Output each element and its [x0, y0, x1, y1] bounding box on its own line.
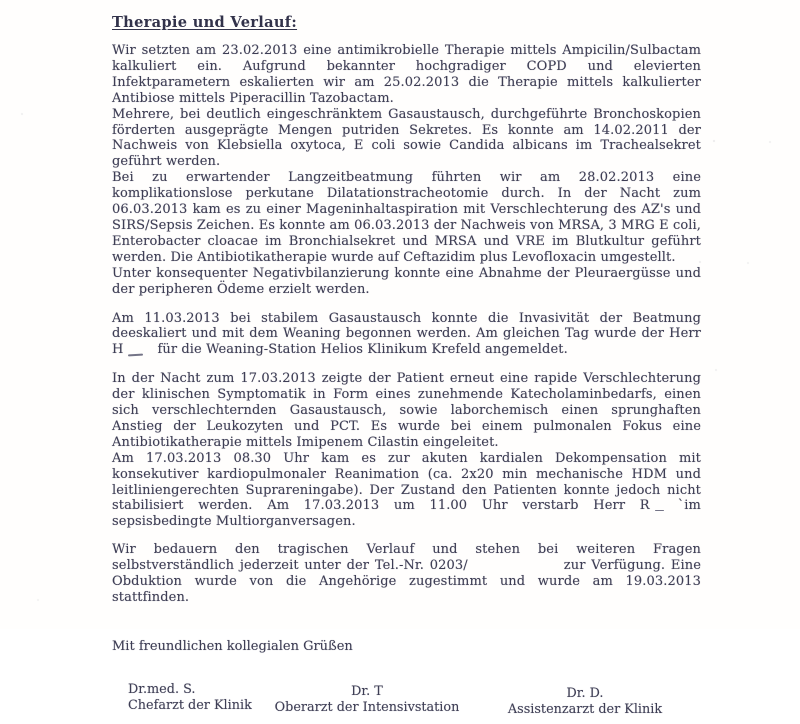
paragraph-deterioration: In der Nacht zum 17.03.2013 zeigte der Patient erneut eine rapide Verschlechterung der klinischen Symptomatik in Form eines zunehmende Katecholaminbedarfs, einen sich verschlechternden Gasaustausch, sowie laborchemisch einen sprunghaften Anstieg der Leukozyten und PCT. Es wurde bei einem pulmonalen Fokus eine Antibiotikatherapie mittels Imipenem Cilastin eingeleitet.	[112, 371, 701, 450]
paragraph-bronchoscopy: Mehrere, bei deutlich eingeschränktem Gasaustausch, durchgeführte Bronchoskopien förderten ausgeprägte Mengen putriden Sekretes. Es konnte am 14.02.2011 der Nachweis von Klebsiella oxytoca, E coli sowie Candida albicans im Trachealsekret geführt werden.	[112, 106, 701, 170]
signer-name: Dr. T	[351, 683, 383, 699]
paragraph-initial-therapy: Wir setzten am 23.02.2013 eine antimikrobielle Therapie mittels Ampicilin/Sulbactam kalkuliert ein. Aufgrund bekannter hochgradiger COPD und elevierten Infektparametern eskalierten wir am 25.02.2013 die Therapie mittels kalkulierter Antibiose mittels Piperacillin Tazobactam.	[112, 43, 701, 106]
paragraph-block-condolence	[112, 542, 701, 606]
closing-salutation: Mit freundlichen kollegialen Grüßen	[112, 638, 353, 654]
paragraph-block-deterioration	[112, 371, 701, 530]
paragraph-tracheotomy: Bei zu erwartender Langzeitbeatmung führten wir am 28.02.2013 eine komplikationslose perkutane Dilatationstracheotomie durch. In der Nacht zum 06.03.2013 kam es zu einer Mageninhaltaspiration mit Verschlechterung des AZ's und SIRS/Sepsis Zeichen. Es konnte am 06.03.2013 der Nachweis von MRSA, 3 MRG E coli, Enterobacter cloacae im Bronchialsekret und MRSA und VRE im Blutkultur geführt werden. Die Antibiotikatherapie wurde auf Ceftazidim plus Levofloxacin umgestellt.	[112, 170, 701, 265]
letter-content	[112, 14, 701, 724]
death-text-before-name: Am 17.03.2013 08.30 Uhr kam es zur akuten kardialen Dekompensation mit konsekutiver kardiopulmonaler Reanimation (ca. 2x20 min mechanische HDM und leitliniengerechten Suprareningabe). Der Zustand den Patienten konnte jedoch nicht stabilisiert werden. Am 17.03.2013 um 11.00 Uhr verstarb Herr R	[112, 450, 701, 514]
paragraph-death	[112, 451, 701, 531]
redacted-patient-name-1	[123, 344, 157, 353]
paragraph-negative-balance: Unter konsequenter Negativbilanzierung konnte eine Abnahme der Pleuraergüsse und der peripheren Ödeme erzielt werden.	[112, 265, 701, 297]
condolence-text-before-phone: Wir bedauern den tragischen Verlauf und stehen bei weiteren Fragen selbstverständlich jederzeit unter der Tel.-Nr. 0203/	[112, 542, 701, 574]
paragraph-block-therapy	[112, 43, 701, 298]
signature-senior-physician	[272, 684, 462, 717]
condolence-text-after-phone: zur Verfügung. Eine Obduktion wurde von die Angehörige zugestimmt und wurde am 19.03.2013 stattfinden.	[112, 558, 701, 605]
redaction-pen-mark	[655, 510, 664, 512]
death-text-after-name: `im sepsisbedingte Multiorganversagen.	[112, 498, 701, 530]
redacted-patient-name-2	[650, 500, 678, 509]
paragraph-weaning	[112, 311, 701, 359]
paragraph-condolence	[112, 542, 701, 606]
signer-title: Chefarzt der Klinik	[128, 698, 252, 714]
weaning-text-before-name: Am 11.03.2013 bei stabilem Gasaustausch konnte die Invasivität der Beatmung deeskaliert und mit dem Weaning begonnen werden. Am gleichen Tag wurde der Herr H	[112, 310, 701, 358]
signer-name: Dr.med. S.	[128, 681, 196, 697]
signer-title: Assistenzarzt der Klinik	[507, 702, 663, 718]
signature-assistant-physician	[490, 686, 680, 719]
signer-title: Oberarzt der Intensivstation	[274, 700, 460, 716]
signature-block	[112, 682, 701, 724]
redacted-phone-number	[468, 561, 564, 569]
section-heading: Therapie und Verlauf:	[112, 14, 298, 31]
redaction-pen-mark	[128, 353, 143, 355]
signer-name: Dr. D.	[566, 685, 604, 701]
paragraph-block-weaning	[112, 311, 701, 359]
signature-chief-physician	[128, 682, 252, 715]
weaning-text-after-name: für die Weaning-Station Helios Klinikum Krefeld angemeldet.	[157, 342, 568, 358]
